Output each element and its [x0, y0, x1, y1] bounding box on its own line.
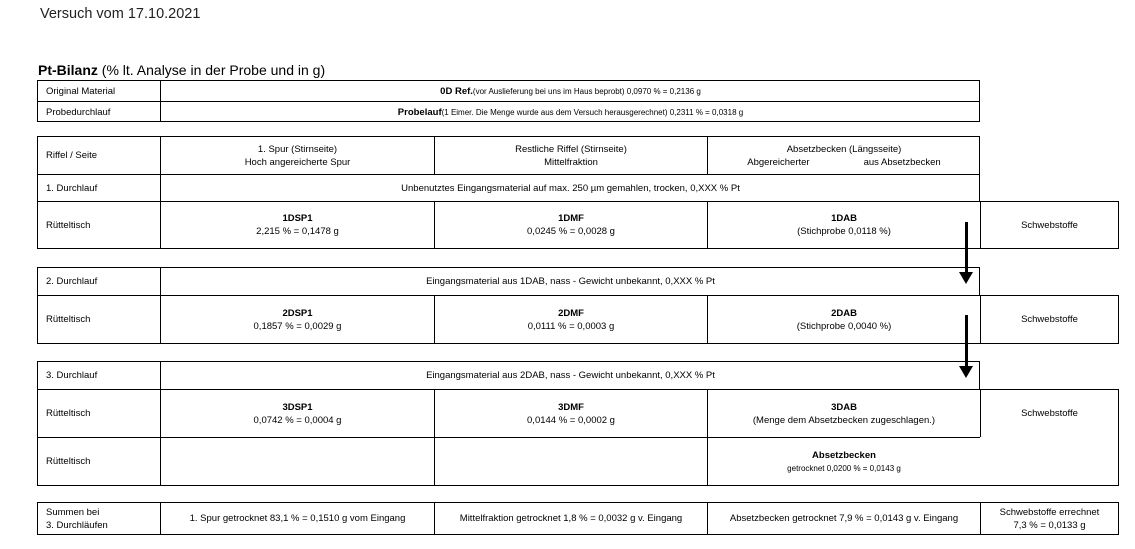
run1-col2-title: 1DMF — [558, 213, 584, 224]
title-bold: Pt-Bilanz — [38, 62, 98, 78]
run3-col4: Schwebstoffe — [980, 390, 1118, 437]
reference-table — [37, 80, 980, 122]
arrow-1-shaft — [965, 222, 968, 274]
run3-row-label: Rütteltisch — [46, 408, 91, 419]
col3-header-line1: Absetzbecken (Längsseite) — [786, 143, 902, 155]
run2-col1 — [160, 296, 434, 343]
run3-row2-col3 — [707, 438, 980, 485]
run1-table — [37, 136, 980, 202]
run1-description: Unbenutztes Eingangsmaterial auf max. 250 µm gemahlen, trocken, 0,XXX % Pt — [160, 175, 980, 202]
col1-header — [160, 137, 434, 174]
summary-col2: Mittelfraktion getrocknet 1,8 % = 0,0032 g v. Eingang — [434, 503, 707, 534]
original-material-label: Original Material — [46, 86, 116, 97]
summary-col4 — [980, 503, 1118, 534]
run3-row2-col1 — [160, 438, 434, 485]
summary-label — [38, 503, 160, 534]
run2-label: 2. Durchlauf — [46, 276, 98, 287]
run3-col3-value: (Menge dem Absetzbecken zugeschlagen.) — [752, 414, 936, 426]
summary-row — [37, 502, 1119, 535]
run2-col1-title: 2DSP1 — [282, 307, 313, 319]
original-material-bold: 0D Ref. — [440, 86, 473, 97]
run3-row2-col3-value: getrocknet 0,0200 % = 0,0143 g — [787, 463, 901, 473]
test-date: Versuch vom 17.10.2021 — [40, 6, 201, 22]
probedurchlauf-value — [160, 102, 980, 122]
run3-label-row — [37, 361, 980, 390]
run1-row-label: Rütteltisch — [46, 219, 91, 231]
arrow-1-head-icon — [959, 272, 973, 284]
run2-col3-title: 2DAB — [831, 307, 857, 319]
run3-col1 — [160, 390, 434, 437]
run1-col1-title: 1DSP1 — [282, 213, 313, 224]
run3-col2 — [434, 390, 707, 437]
run3-data-rows — [37, 389, 1119, 486]
original-material-value — [160, 81, 980, 102]
run1-col3-value: (Stichprobe 0,0118 %) — [797, 226, 891, 237]
run1-col3 — [707, 202, 980, 248]
run3-row2-label: Rütteltisch — [46, 456, 91, 467]
probedurchlauf-text: (1 Eimer. Die Menge wurde aus dem Versuch herausgerechnet) 0,2311 % = 0,0318 g — [441, 107, 744, 117]
summary-label-line2: 3. Durchläufen — [46, 519, 108, 531]
run3-col3 — [707, 390, 980, 437]
title-rest: (% lt. Analyse in der Probe und in g) — [97, 62, 326, 78]
run2-col2-title: 2DMF — [558, 307, 584, 319]
run3-row2-col2 — [434, 438, 707, 485]
col1-header-line1: 1. Spur (Stirnseite) — [257, 143, 338, 155]
run3-col1-value: 0,0742 % = 0,0004 g — [253, 414, 342, 426]
run1-col1-value: 2,215 % = 0,1478 g — [256, 226, 339, 237]
run2-col3-value: (Stichprobe 0,0040 %) — [796, 320, 892, 332]
summary-col4-line2: 7,3 % = 0,0133 g — [1013, 519, 1086, 531]
original-material-text: (vor Auslieferung bei uns im Haus beprobt) 0,0970 % = 0,2136 g — [472, 87, 701, 96]
run1-col3-title: 1DAB — [831, 213, 857, 224]
probedurchlauf-label: Probedurchlauf — [46, 106, 111, 118]
run2-col2 — [434, 296, 707, 343]
col3-header-line2 — [747, 156, 940, 169]
run1-label: 1. Durchlauf — [46, 183, 98, 194]
run2-col4: Schwebstoffe — [980, 296, 1118, 343]
summary-col3: Absetzbecken getrocknet 7,9 % = 0,0143 g v. Eingang — [707, 503, 980, 534]
col3-header-line2a: Abgereicherter — [747, 156, 810, 168]
col2-header — [434, 137, 707, 174]
run1-data-row — [37, 201, 1119, 249]
run3-col3-title: 3DAB — [831, 401, 857, 413]
col2-header-line2: Mittelfraktion — [544, 156, 598, 168]
run1-col2 — [434, 202, 707, 248]
col2-header-line1: Restliche Riffel (Stirnseite) — [515, 143, 627, 155]
col3-header — [707, 137, 980, 174]
run2-row-label: Rütteltisch — [46, 314, 91, 325]
run1-col4: Schwebstoffe — [980, 202, 1118, 248]
run3-description: Eingangsmaterial aus 2DAB, nass - Gewicht unbekannt, 0,XXX % Pt — [160, 362, 980, 389]
run2-description: Eingangsmaterial aus 1DAB, nass - Gewicht unbekannt, 0,XXX % Pt — [160, 268, 980, 295]
col3-header-line2b: aus Absetzbecken — [863, 156, 941, 168]
summary-col1: 1. Spur getrocknet 83,1 % = 0,1510 g vom Eingang — [160, 503, 434, 534]
summary-col4-line1: Schwebstoffe errechnet — [999, 506, 1100, 518]
run3-col1-title: 3DSP1 — [282, 401, 313, 413]
page-title — [38, 62, 325, 78]
run2-col1-value: 0,1857 % = 0,0029 g — [253, 320, 342, 332]
riffel-seite-label: Riffel / Seite — [46, 150, 98, 161]
arrow-2-shaft — [965, 315, 968, 367]
run2-col3 — [707, 296, 980, 343]
arrow-2-head-icon — [959, 366, 973, 378]
run3-label: 3. Durchlauf — [46, 370, 98, 381]
run3-col2-value: 0,0144 % = 0,0002 g — [527, 414, 615, 426]
col1-header-line2: Hoch angereicherte Spur — [244, 156, 351, 168]
summary-label-line1: Summen bei — [46, 506, 100, 518]
run3-col2-title: 3DMF — [558, 401, 584, 413]
probedurchlauf-bold: Probelauf — [397, 106, 442, 118]
run1-col1 — [160, 202, 434, 248]
run1-col2-value: 0,0245 % = 0,0028 g — [527, 226, 615, 237]
run3-row2-col3-title: Absetzbecken — [812, 449, 876, 461]
run2-col2-value: 0,0111 % = 0,0003 g — [527, 320, 615, 332]
run2-label-row — [37, 267, 980, 296]
run2-data-row — [37, 295, 1119, 344]
